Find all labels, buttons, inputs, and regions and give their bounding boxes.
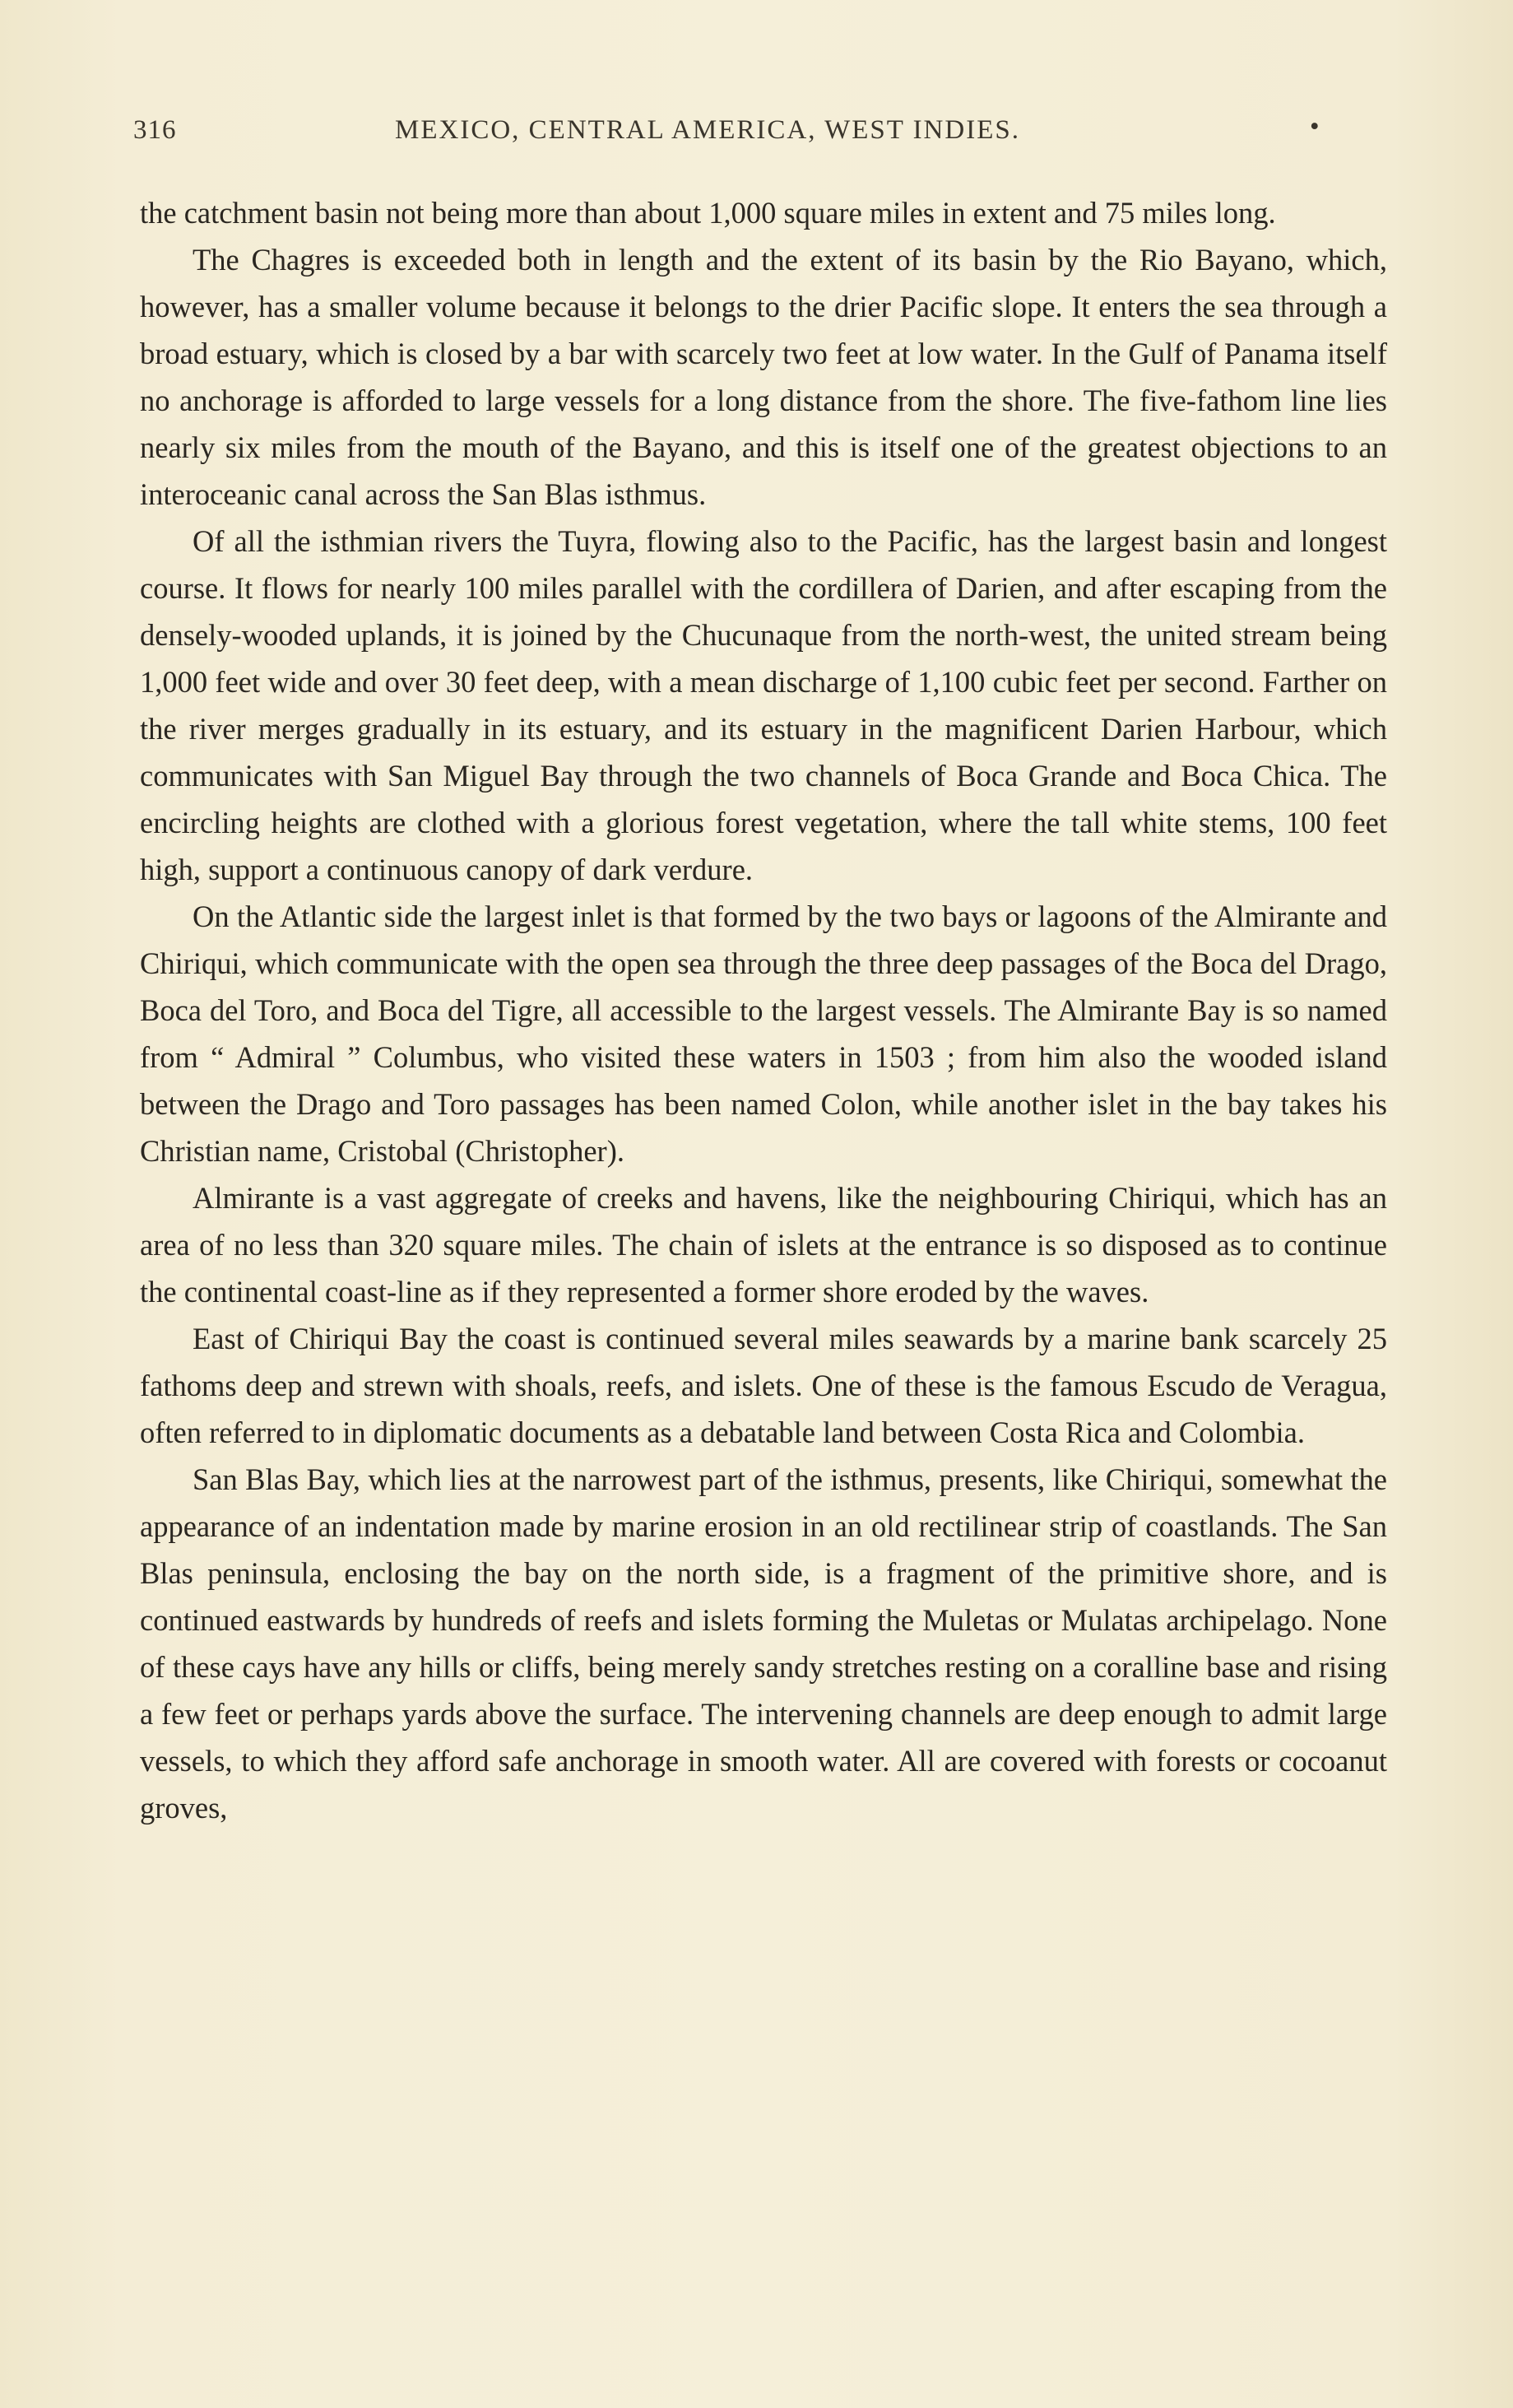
paragraph-almirante: Almirante is a vast aggregate of creeks and havens, like the neighbouring Chiriqui, which has an area of no less than 320 square miles. The chain of islets at the entrance is so disposed as to continue the continental coast-line as if they represented a former shore eroded by the waves. <box>140 1181 1387 1309</box>
running-title: MEXICO, CENTRAL AMERICA, WEST INDIES. <box>395 115 1020 145</box>
paragraph-san-blas: San Blas Bay, which lies at the narrowest part of the isthmus, presents, like Chiriqui, somewhat the appearance of an indentation made by marine erosion in an old rectilinear strip of coastlands. The San Blas peninsula, enclosing the bay on the north side, is a fragment of the primitive shore, and is continued eastwards by hundreds of reefs and islets forming the Muletas or Mulatas archipelago. None of these cays have any hills or cliffs, being merely sandy stretches resting on a coralline base and rising a few feet or perhaps yards above the surface. The intervening channels are deep enough to admit large vessels, to which they afford safe anchorage in smooth water. All are covered with forests or cocoanut groves, <box>140 1462 1387 1825</box>
paragraph-bayano: The Chagres is exceeded both in length and the extent of its basin by the Rio Bayano, which, however, has a smaller volume because it belongs to the drier Pacific slope. It enters the sea through a broad estuary, which is closed by a bar with scarcely two feet at low water. In the Gulf of Panama itself no anchorage is afforded to large vessels for a long distance from the shore. The five-fathom line lies nearly six miles from the mouth of the Bayano, and this is itself one of the greatest objections to an interoceanic canal across the San Blas isthmus. <box>140 243 1387 511</box>
paragraph-escudo: East of Chiriqui Bay the coast is continued several miles seawards by a marine bank scarcely 25 fathoms deep and strewn with shoals, reefs, and islets. One of these is the famous Escudo de Veragua, often referred to in diplomatic documents as a debatable land between Costa Rica and Colombia. <box>140 1322 1387 1449</box>
page-number: 316 <box>133 115 177 145</box>
paragraph-atlantic-inlet: On the Atlantic side the largest inlet is that formed by the two bays or lagoons of the Almirante and Chiriqui, which communicate with the open sea through the three deep passages of the Boca del Drago, Boca del Toro, and Boca del Tigre, all accessible to the largest vessels. The Almirante Bay is so named from “ Admiral ” Columbus, who visited these waters in 1503 ; from him also the wooded island between the Drago and Toro passages has been named Colon, while another islet in the bay takes his Christian name, Cristobal (Christopher). <box>140 900 1387 1168</box>
paragraph-catchment: the catchment basin not being more than about 1,000 square miles in extent and 75 miles long. <box>140 196 1276 230</box>
paragraph-tuyra: Of all the isthmian rivers the Tuyra, flowing also to the Pacific, has the largest basin and longest course. It flows for nearly 100 miles parallel with the cordillera of Darien, and after escaping from the densely-wooded uplands, it is joined by the Chucunaque from the north-west, the united stream being 1,000 feet wide and over 30 feet deep, with a mean discharge of 1,100 cubic feet per second. Farther on the river merges gradually in its estuary, and its estuary in the magnificent Darien Harbour, which communicates with San Miguel Bay through the two channels of Boca Grande and Boca Chica. The encircling heights are clothed with a glorious forest vegetation, where the tall white stems, 100 feet high, support a continuous canopy of dark verdure. <box>140 524 1387 886</box>
body-text <box>140 189 1387 1831</box>
header-mark: • <box>1310 112 1320 142</box>
page-header <box>133 112 1384 156</box>
